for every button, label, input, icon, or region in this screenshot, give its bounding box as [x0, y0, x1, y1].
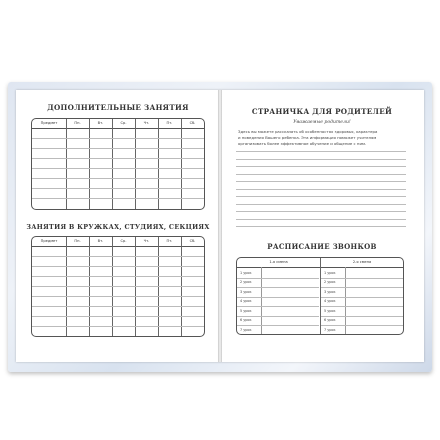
col-fri: Пт. — [166, 239, 173, 243]
table-row-line — [32, 138, 204, 139]
col-thu: Чт. — [143, 121, 150, 125]
table-row-line — [32, 148, 204, 149]
shift-2-lesson-label: 4 урок — [324, 299, 336, 303]
table-column-divider — [181, 119, 182, 209]
table-row-line — [32, 296, 204, 297]
writing-line — [236, 166, 406, 167]
col-wed: Ср. — [120, 121, 127, 125]
table-column-divider — [158, 119, 159, 209]
notebook-spine — [218, 90, 222, 362]
writing-line — [236, 226, 406, 227]
col-mon: Пн. — [74, 121, 81, 125]
writing-line — [236, 189, 406, 190]
col-subject: Предмет — [40, 239, 58, 243]
table-row-line — [32, 306, 204, 307]
bell-schedule-title: РАСПИСАНИЕ ЗВОНКОВ — [267, 242, 377, 251]
writing-line — [236, 181, 406, 182]
table-row-line — [32, 178, 204, 179]
table-row-line — [32, 286, 204, 287]
shift-1-lesson-label: 3 урок — [240, 289, 252, 294]
extra-lessons-table — [31, 118, 205, 210]
shift-1-lesson-label: 6 урок — [240, 318, 252, 322]
col-thu: Чт. — [143, 239, 150, 243]
table-column-divider — [135, 119, 136, 209]
extra-lessons-title: ДОПОЛНИТЕЛЬНЫЕ ЗАНЯТИЯ — [47, 103, 189, 112]
col-subject: Предмет — [40, 121, 58, 125]
table-row-line — [32, 316, 204, 317]
shift-1-lesson-label: 5 урок — [240, 308, 252, 313]
intro-line-1: Здесь вы можете рассказать об особенностях здоровья, характера — [238, 129, 378, 134]
writing-line — [236, 211, 406, 212]
shift-2-lesson-label: 2 урок — [324, 280, 336, 284]
col-mon: Пн. — [74, 239, 81, 243]
shift-2-header: 2-я смена — [352, 260, 372, 264]
clubs-table — [31, 236, 205, 337]
table-row-line — [32, 326, 204, 327]
shift-2-lesson-label: 1 урок — [324, 270, 336, 275]
shift-1-lesson-label: 1 урок — [240, 270, 252, 275]
shift-1-lesson-label: 7 урок — [240, 327, 252, 332]
shift-1-lesson-label: 2 урок — [240, 280, 252, 284]
col-tue: Вт. — [97, 121, 104, 125]
writing-line — [236, 174, 406, 175]
col-fri: Пт. — [166, 121, 173, 125]
table-row-line — [32, 158, 204, 159]
table-row-line — [32, 168, 204, 169]
greeting-text: Уважаемые родители! — [293, 120, 351, 125]
table-row-line — [32, 276, 204, 277]
extra-lessons-header — [32, 119, 204, 129]
shift-2-lesson-label: 6 урок — [324, 318, 336, 322]
writing-line — [236, 204, 406, 205]
intro-line-2: и поведения Вашего ребенка. Эта информация поможет учителям — [238, 135, 377, 140]
col-tue: Вт. — [97, 239, 104, 243]
bell-schedule-table — [236, 257, 404, 335]
writing-line — [236, 159, 406, 160]
intro-line-3: организовать более эффективное обучение и общение с ним. — [238, 141, 367, 146]
table-row-line — [32, 266, 204, 267]
shift-1-lesson-label: 4 урок — [240, 299, 252, 303]
parents-page-title: СТРАНИЧКА ДЛЯ РОДИТЕЛЕЙ — [251, 107, 393, 116]
shift-2-lesson-label: 3 урок — [324, 289, 336, 294]
writing-line — [236, 219, 406, 220]
table-column-divider — [66, 119, 67, 209]
table-row-line — [32, 198, 204, 199]
table-column-divider — [89, 119, 90, 209]
writing-line — [236, 196, 406, 197]
table-column-divider — [112, 119, 113, 209]
shift-1-header: 1-я смена — [269, 260, 288, 264]
col-sat: Сб. — [189, 239, 196, 243]
clubs-title: ЗАНЯТИЯ В КРУЖКАХ, СТУДИЯХ, СЕКЦИЯХ — [26, 223, 210, 231]
col-wed: Ср. — [120, 239, 127, 243]
col-sat: Сб. — [189, 121, 196, 125]
shift-2-lesson-label: 7 урок — [324, 327, 336, 332]
shift-2-lesson-label: 5 урок — [324, 308, 336, 313]
writing-line — [236, 151, 406, 152]
clubs-header — [32, 237, 204, 247]
table-row-line — [32, 256, 204, 257]
table-row-line — [32, 188, 204, 189]
